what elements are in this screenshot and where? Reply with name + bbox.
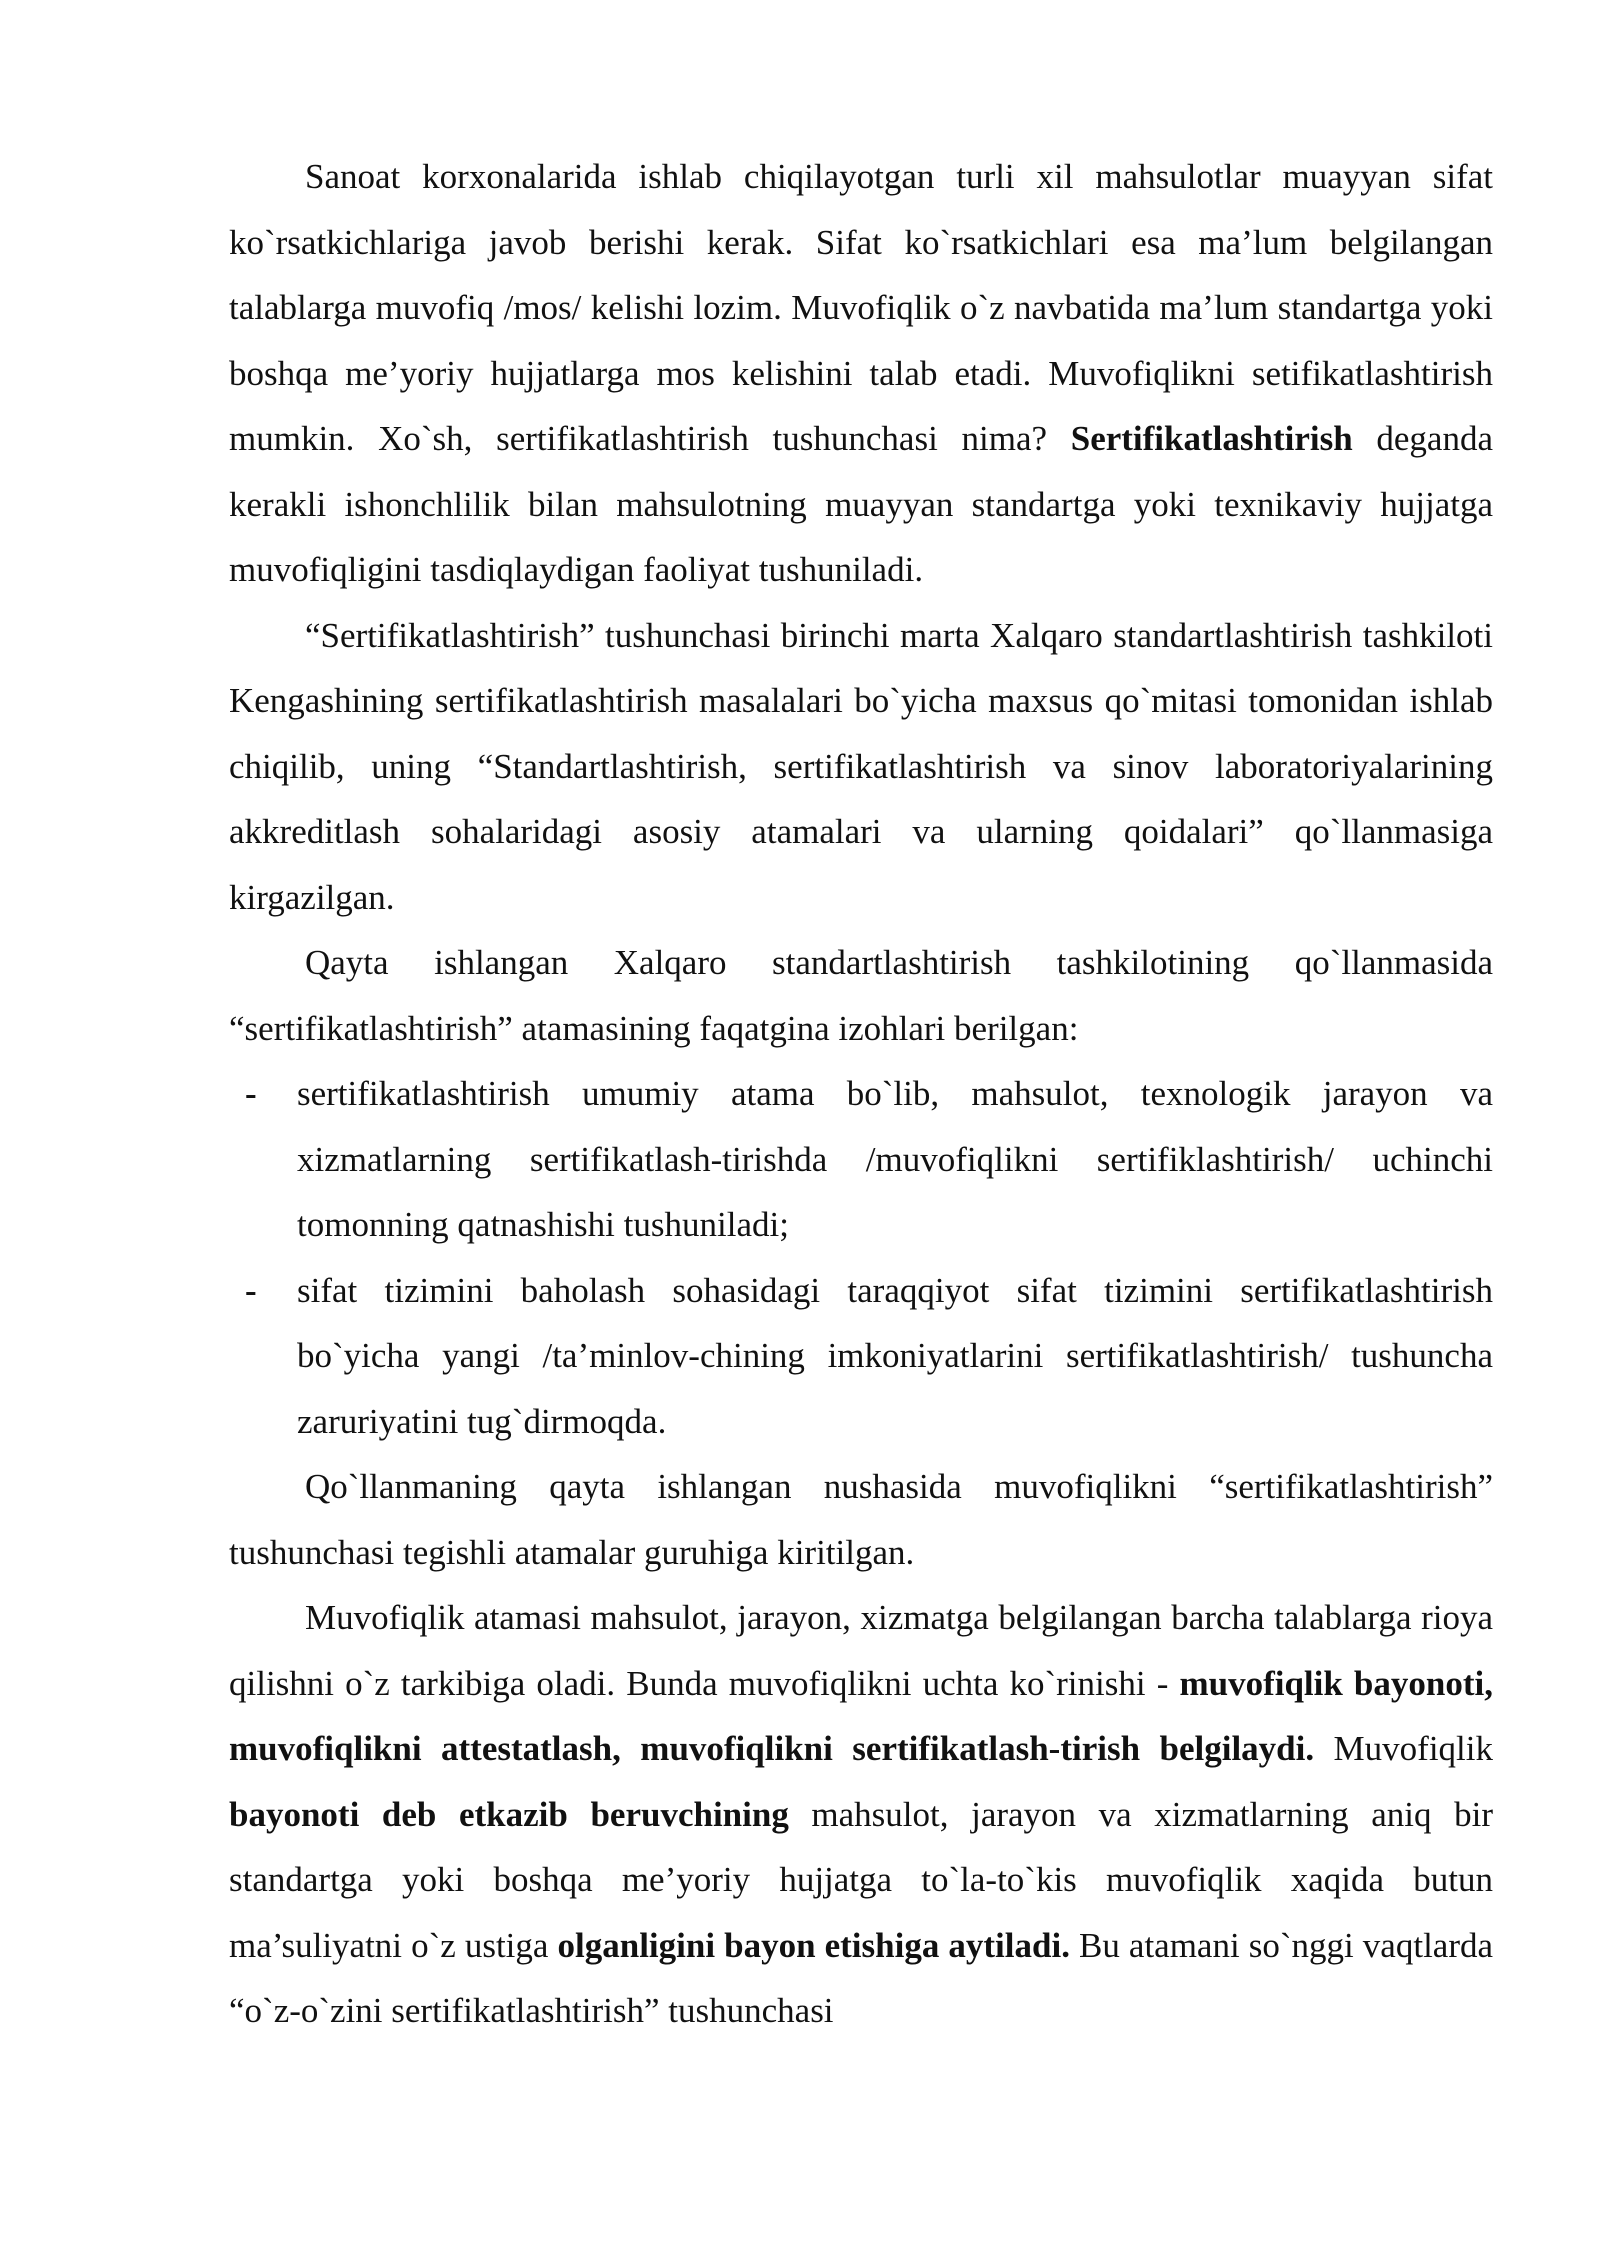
- paragraph-conformity-term: [229, 1585, 1493, 2044]
- list-item: [229, 1061, 1493, 1258]
- document-page: [229, 144, 1493, 2044]
- text-segment: Bu atamani so`nggi vaqtlarda “o`z-o`zini sertifikatlashtirish” tushunchasi: [229, 1925, 1494, 2030]
- text-segment: deganda kerakli ishonchlilik bilan mahsulotning muayyan standartga yoki texnikaviy hujjatga muvofiqligini tasdiqlaydigan faoliyat tushuniladi.: [229, 419, 1493, 589]
- bold-conformity-forms: muvofiqlik bayonoti, muvofiqlikni attestatlash, muvofiqlikni sertifikatlash-tirish belgilaydi.: [229, 1663, 1493, 1768]
- dash-bullet: -: [245, 1270, 257, 1310]
- list-item-text: sifat tizimini baholash sohasidagi taraqqiyot sifat tizimini sertifikatlashtirish bo`yicha yangi /ta’minlov-chining imkoniyatlarini sertifikatlashtirish/ tushuncha zaruriyatini tug`dirmoqda.: [297, 1270, 1493, 1441]
- bold-declaration-definition: olganligini bayon etishiga aytiladi.: [557, 1925, 1070, 1965]
- definition-list: [229, 1061, 1493, 1454]
- list-item-text: sertifikatlashtirish umumiy atama bo`lib, mahsulot, texnologik jarayon va xizmatlarning sertifikatlash-tirishda /muvofiqlikni sertifiklashtirish/ uchinchi tomonning qatnashishi tushuniladi;: [297, 1074, 1493, 1244]
- paragraph-revised-guide: Qayta ishlangan Xalqaro standartlashtirish tashkilotining qo`llanmasida “sertifikatlashtirish” atamasining faqatgina izohlari berilgan:: [229, 943, 1493, 1048]
- paragraph-guide-copy: Qo`llanmaning qayta ishlangan nushasida muvofiqlikni “sertifikatlashtirish” tushunchasi tegishli atamalar guruhiga kiritilgan.: [229, 1467, 1493, 1572]
- text-segment: Muvofiqlik: [1314, 1729, 1493, 1768]
- dash-bullet: -: [245, 1074, 257, 1113]
- bold-supplier-declaration: bayonoti deb etkazib beruvchining: [229, 1794, 789, 1834]
- paragraph-term-origin: “Sertifikatlashtirish” tushunchasi birinchi marta Xalqaro standartlashtirish tashkiloti Kengashining sertifikatlashtirish masalalari bo`yicha maxsus qo`mitasi tomonidan ishlab chiqilib, uning “Standartlashtirish, sertifikatlashtirish va sinov laboratoriyalarining akkreditlash sohalaridagi asosiy atamalari va ularning qoidalari” qo`llanmasiga kirgazilgan.: [229, 615, 1493, 917]
- bold-term-sertifikatlashtirish: Sertifikatlashtirish: [1070, 419, 1353, 458]
- text-segment: Muvofiqlik atamasi mahsulot, jarayon, xizmatga belgilangan barcha talablarga rioya qilishni o`z tarkibiga oladi. Bunda muvofiqlikni uchta ko`rinishi -: [229, 1598, 1493, 1703]
- paragraph-certification-definition: [229, 144, 1493, 603]
- text-segment: Sanoat korxonalarida ishlab chiqilayotgan turli xil mahsulotlar muayyan sifat ko`rsatkichlariga javob berishi kerak. Sifat ko`rsatkichlari esa ma’lum belgilangan talablarga muvofiq /mos/ kelishi lozim. Muvofiqlik o`z navbatida ma’lum standartga yoki boshqa me’yoriy hujjatlarga mos kelishini talab etadi. Muvofiqlikni setifikatlashtirish mumkin. Xo`sh, sertifikatlashtirish tushunchasi nima?: [229, 157, 1493, 458]
- text-segment: mahsulot, jarayon va xizmatlarning aniq bir standartga yoki boshqa me’yoriy hujjatga to`la-to`kis muvofiqlik xaqida butun ma’suliyatni o`z ustiga: [229, 1794, 1493, 1965]
- list-item: [229, 1258, 1493, 1455]
